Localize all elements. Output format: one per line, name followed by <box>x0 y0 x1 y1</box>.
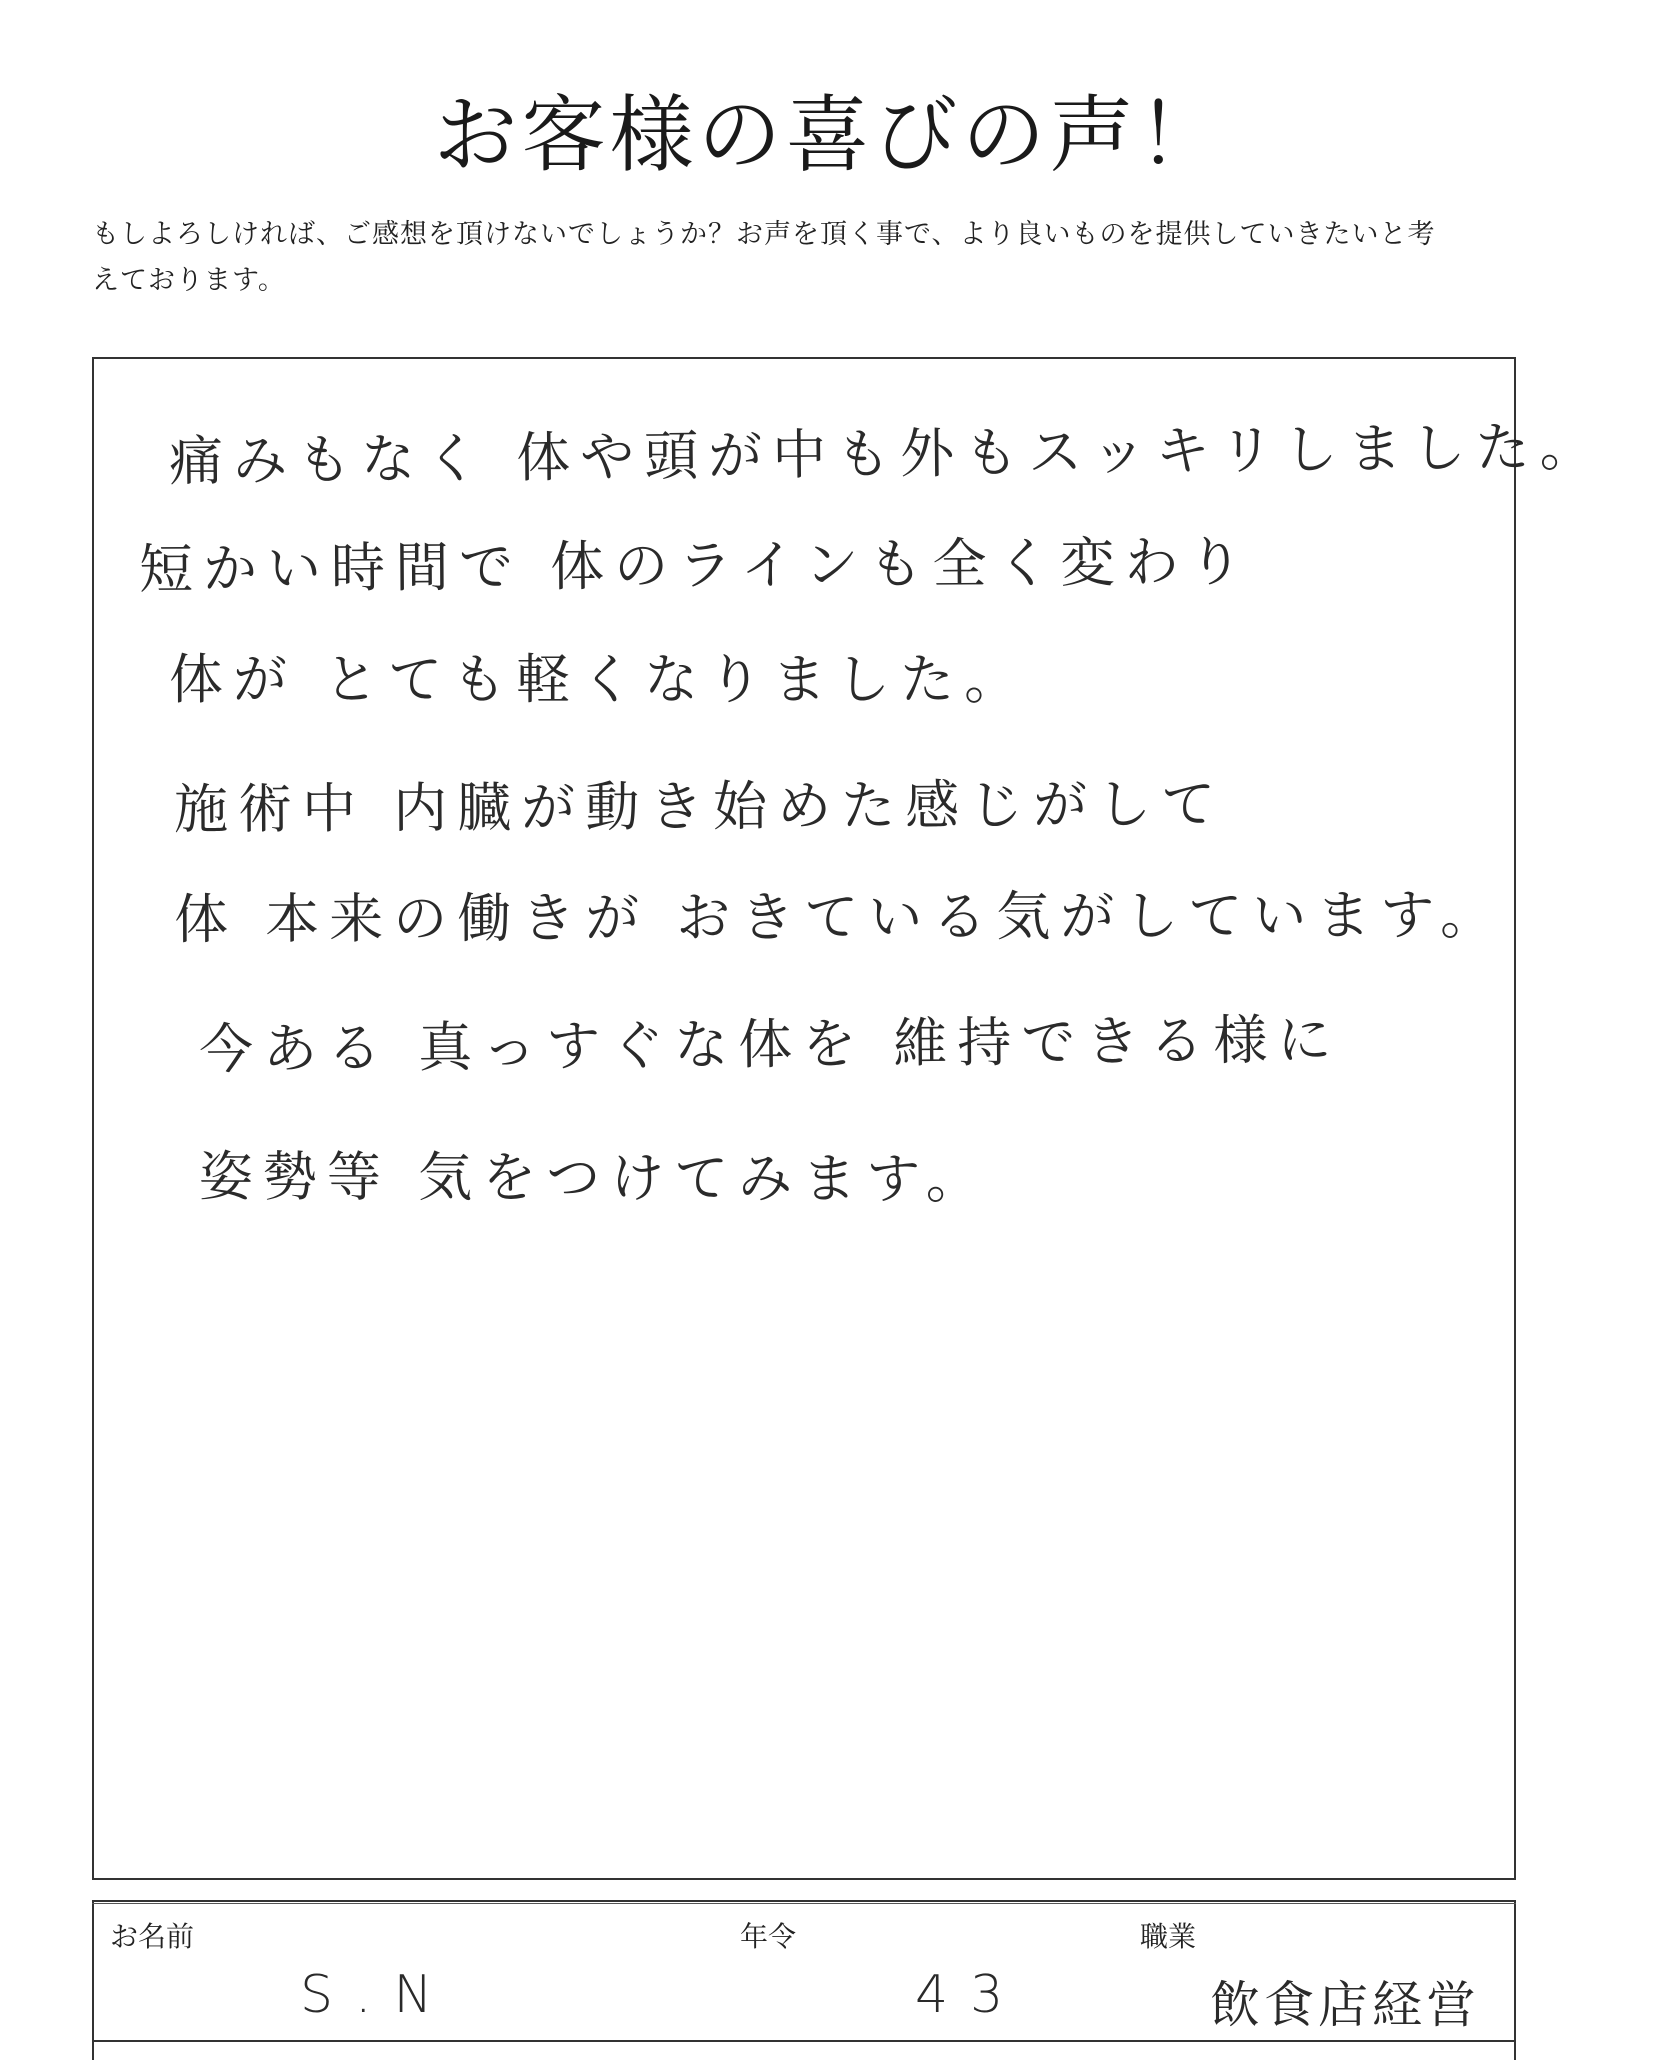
age-label: 年令 <box>740 1920 797 1953</box>
comment-box <box>92 357 1604 1880</box>
intro-text <box>92 212 1562 304</box>
name-label: お名前 <box>110 1920 195 1953</box>
info-bottom-rule <box>92 2040 1516 2042</box>
comment-line-3: 体が とても軽くなりました。 <box>169 648 1029 711</box>
comment-line-5: 体 本来の働きが おきている気がしています。 <box>173 883 1505 951</box>
comment-line-4: 施術中 内臓が動き始めた感じがして <box>173 772 1226 841</box>
comment-line-1: 痛みもなく 体や頭が中も外もスッキリしました。 <box>168 414 1604 493</box>
occupation-value: 飲食店経営 <box>1210 1976 1480 2034</box>
intro-line-1: もしよろしければ、ご感想を頂けないでしょうか？お声を頂く事で、より良いものを提供していきたいと考 <box>92 219 1436 250</box>
comment-line-6: 今ある 真っすぐな体を 維持できる様に <box>198 1008 1342 1081</box>
name-value: S.N <box>300 1965 455 2025</box>
age-value: 43 <box>915 1965 1026 2025</box>
form-title: お客様の喜びの声！ <box>433 86 1226 184</box>
intro-line-2: えております。 <box>92 265 286 296</box>
comment-line-7: 姿勢等 気をつけてみます。 <box>198 1145 990 1211</box>
occupation-label: 職業 <box>1140 1920 1197 1953</box>
info-top-rule <box>92 1903 1516 1904</box>
comment-line-2: 短かい時間で 体のラインも全く変わり <box>138 530 1253 601</box>
